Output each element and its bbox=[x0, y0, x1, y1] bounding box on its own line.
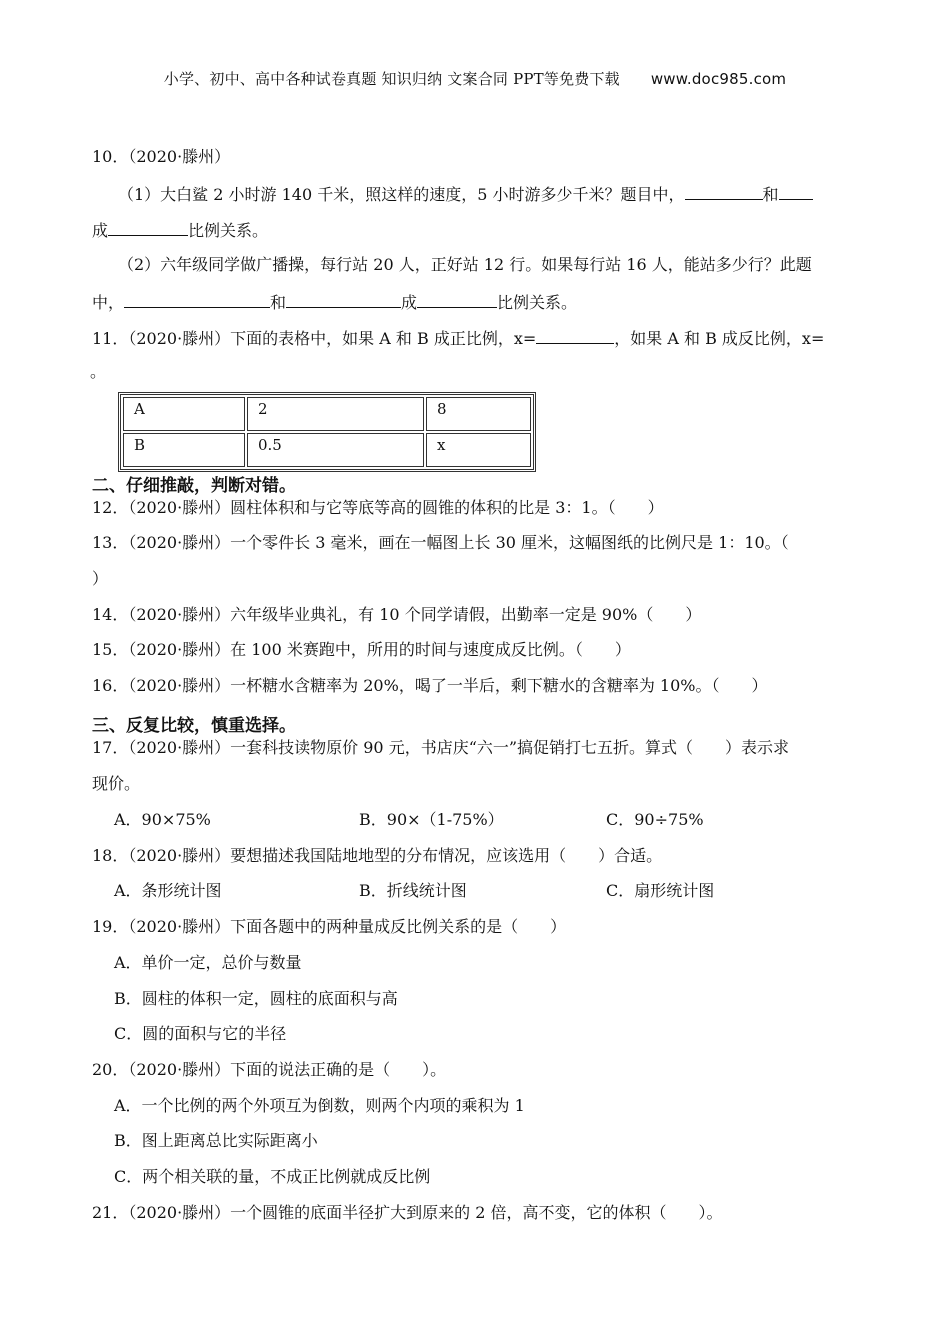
q19-option-a[interactable]: A．单价一定，总价与数量 bbox=[114, 953, 302, 972]
q18-option-b[interactable]: B．折线统计图 bbox=[359, 881, 467, 900]
q17-option-b[interactable]: B．90×（1-75%） bbox=[359, 810, 504, 829]
q10-part1-line2 bbox=[92, 219, 268, 241]
q11-text-b: ，如果 A 和 B 成反比例，x= bbox=[614, 329, 825, 348]
answer-blank[interactable] bbox=[417, 291, 497, 308]
q10-p2-zhong: 中， bbox=[92, 293, 125, 312]
page-header bbox=[0, 68, 950, 89]
answer-blank[interactable] bbox=[536, 327, 614, 344]
q10-p1-and: 和 bbox=[762, 185, 779, 204]
q10-p2-end: 比例关系。 bbox=[497, 293, 578, 312]
table-row bbox=[123, 397, 531, 431]
q19-stem: 19．（2020·滕州）下面各题中的两种量成反比例关系的是（ ） bbox=[92, 917, 567, 936]
table-cell: 8 bbox=[426, 397, 531, 431]
q10-heading: 10．（2020·滕州） bbox=[92, 147, 231, 166]
q10-p1-end: 比例关系。 bbox=[188, 221, 269, 240]
q21-stem: 21．（2020·滕州）一个圆锥的底面半径扩大到原来的 2 倍，高不变，它的体积（ ）。 bbox=[92, 1203, 723, 1222]
table-cell: A bbox=[123, 397, 245, 431]
q20-stem: 20．（2020·滕州）下面的说法正确的是（ ）。 bbox=[92, 1060, 447, 1079]
q19-option-b[interactable]: B．圆柱的体积一定，圆柱的底面积与高 bbox=[114, 989, 398, 1008]
table-cell: 2 bbox=[247, 397, 424, 431]
q13-line1: 13．（2020·滕州）一个零件长 3 毫米，画在一幅图上长 30 厘米，这幅图纸的比例尺是 1：10。（ bbox=[92, 533, 789, 552]
table-cell: 0.5 bbox=[247, 433, 424, 467]
header-site: www.doc985.com bbox=[650, 70, 787, 88]
answer-blank[interactable] bbox=[108, 219, 188, 236]
q17-option-c[interactable]: C．90÷75% bbox=[606, 810, 704, 829]
table-cell: x bbox=[426, 433, 531, 467]
q14: 14．（2020·滕州）六年级毕业典礼，有 10 个同学请假，出勤率一定是 90%（ ） bbox=[92, 605, 702, 624]
answer-blank[interactable] bbox=[286, 291, 401, 308]
q19-option-c[interactable]: C．圆的面积与它的半径 bbox=[114, 1024, 287, 1043]
q15: 15．（2020·滕州）在 100 米赛跑中，所用的时间与速度成反比例。（ ） bbox=[92, 640, 631, 659]
q10-part2-line1: （2）六年级同学做广播操，每行站 20 人，正好站 12 行。如果每行站 16 人，能站多少行？此题 bbox=[118, 255, 812, 274]
table-row bbox=[123, 433, 531, 467]
q11-table bbox=[118, 392, 536, 472]
q18-option-a[interactable]: A．条形统计图 bbox=[114, 881, 222, 900]
q12: 12．（2020·滕州）圆柱体积和与它等底等高的圆锥的体积的比是 3：1。（ ） bbox=[92, 498, 664, 517]
section-heading-3: 三、反复比较，慎重选择。 bbox=[92, 716, 296, 736]
q18-stem: 18．（2020·滕州）要想描述我国陆地地型的分布情况，应该选用（ ）合适。 bbox=[92, 846, 663, 865]
q17-option-a[interactable]: A．90×75% bbox=[114, 810, 211, 829]
table-cell: B bbox=[123, 433, 245, 467]
q13-line2: ） bbox=[92, 569, 109, 588]
q20-option-a[interactable]: A．一个比例的两个外项互为倒数，则两个内项的乘积为 1 bbox=[114, 1096, 525, 1115]
q10-p2-and: 和 bbox=[270, 293, 287, 312]
q11-stem bbox=[92, 327, 824, 349]
answer-blank[interactable] bbox=[685, 183, 763, 200]
q10-p2-cheng: 成 bbox=[401, 293, 418, 312]
q17-stem-line2: 现价。 bbox=[92, 774, 141, 793]
answer-blank[interactable] bbox=[779, 183, 813, 200]
q10-part2-line2 bbox=[92, 291, 577, 313]
q10-part1-line1 bbox=[118, 183, 813, 205]
q20-option-b[interactable]: B．图上距离总比实际距离小 bbox=[114, 1131, 318, 1150]
q10-p1-cheng: 成 bbox=[92, 221, 109, 240]
header-text: 小学、初中、高中各种试卷真题 知识归纳 文案合同 PPT等免费下载 bbox=[163, 70, 620, 88]
answer-blank[interactable] bbox=[124, 291, 270, 308]
q10-p1-text: （1）大白鲨 2 小时游 140 千米，照这样的速度，5 小时游多少千米？题目中， bbox=[118, 185, 685, 204]
q11-text-a: 11．（2020·滕州）下面的表格中，如果 A 和 B 成正比例，x= bbox=[92, 329, 537, 348]
q11-end: 。 bbox=[90, 362, 107, 381]
q20-option-c[interactable]: C．两个相关联的量，不成正比例就成反比例 bbox=[114, 1167, 431, 1186]
q18-option-c[interactable]: C．扇形统计图 bbox=[606, 881, 715, 900]
q16: 16．（2020·滕州）一杯糖水含糖率为 20%，喝了一半后，剩下糖水的含糖率为 10%。（ ） bbox=[92, 676, 768, 695]
q17-stem-line1: 17．（2020·滕州）一套科技读物原价 90 元，书店庆“六一”搞促销打七五折。算式（ ）表示求 bbox=[92, 738, 790, 757]
section-heading-2: 二、仔细推敲，判断对错。 bbox=[92, 476, 296, 496]
